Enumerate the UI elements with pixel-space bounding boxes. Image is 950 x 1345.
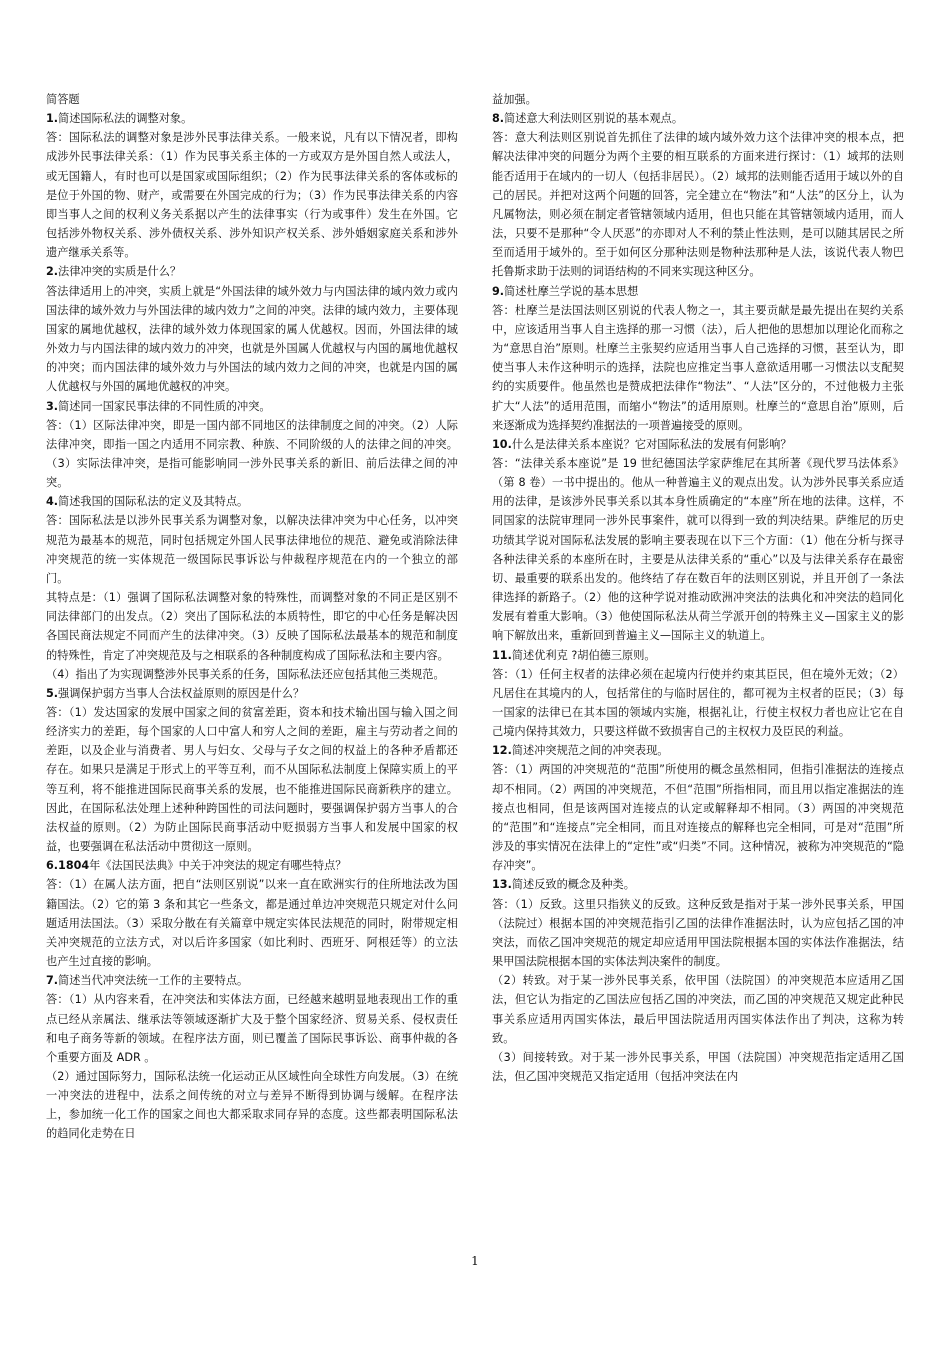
answer-3: 答：（1）区际法律冲突，即是一国内部不同地区的法律制度之间的冲突。（2）人际法律冲突，即指一国之内适用不同宗教、种族、不同阶级的人的法律之间的冲突。（3）实际法律冲突，是指可能影响同一涉外民事关系的新旧、前后法律之间的冲突。 <box>46 418 458 490</box>
question-3-title: 3.简述同一国家民事法律的不同性质的冲突。 <box>46 399 271 413</box>
question-10-title: 10.什么是法律关系本座说？它对国际私法的发展有何影响？ <box>492 437 792 451</box>
answer-11: 答：（1）任何主权者的法律必须在起境内行使并约束其臣民，但在境外无效；（2）凡居住在其境内的人，包括常住的与临时居住的，都可视为主权者的臣民；（3）每一国家的法律已在其本国的领域内实施，根据礼让，行使主权权力者也应让它在自己境内保持其效力，只要这样做不致损害自己的主权权力及臣民的利益。 <box>492 667 904 739</box>
section-heading: 简答题 <box>46 93 80 106</box>
answer-7-part-2: （2）通过国际努力，国际私法统一化运动正从区域性向全球性方向发展。（3）在统一冲突法的进程中，法系之间传统的对立与差异不断得到协调与缓解。在程序法上，参加统一化工作的国家之间也大都采取求同存异的态度。这些都表明国际私法的趋同化走势在日 <box>46 1069 458 1141</box>
question-4-title: 4.简述我国的国际私法的定义及其特点。 <box>46 495 249 509</box>
answer-4-part-2: 其特点是：（1）强调了国际私法调整对象的特殊性，而调整对象的不同正是区别不同法律部门的出发点。（2）突出了国际私法的本质特性，即它的中心任务是解决因各国民商法规定不同而产生的法律冲突。（3）反映了国际私法最基本的规范和制度的特殊性，肯定了冲突规范及与之相联系的各种制度构成了国际私法和主要内容。 <box>46 591 458 662</box>
answer-13-part-2: （2）转致。对于某一涉外民事关系，依甲国（法院国）的冲突规范本应适用乙国法，但它认为指定的乙国法应包括乙国的冲突法，而乙国的冲突规范又规定此种民事关系应适用丙国实体法，最后甲国法院适用丙国实体法作出了判决，这称为转致。 <box>492 974 904 1045</box>
answer-2: 答法律适用上的冲突，实质上就是“外国法律的域外效力与内国法律的域内效力或内国法律的域外效力与外国法律的域内效力”之间的冲突。法律的域内效力，主要体现国家的属地优越权，法律的域外效力体现国家的属人优越权。因而，外国法律的域外效力与内国法律的域内效力的冲突，也就是外国属人优越权与内国的属地优越权的冲突；而内国法律的域外效力与外国法的域内效力之间的冲突，也就是内国的属人优越权与外国的属地优越权的冲突。 <box>46 284 458 394</box>
question-8-title: 8.简述意大利法则区别说的基本观点。 <box>492 112 684 126</box>
question-7-title: 7.简述当代冲突法统一工作的主要特点。 <box>46 974 249 988</box>
answer-4-part-3: （4）指出了为实现调整涉外民事关系的任务，国际私法还应包括其他三类规范。 <box>46 667 445 681</box>
question-9-title: 9.简述杜摩兰学说的基本思想 <box>492 284 639 298</box>
answer-7-part-1: 答：（1）从内容来看，在冲突法和实体法方面，已经越来越明显地表现出工作的重点已经从亲属法、继承法等领域逐渐扩大及于整个国家经济、贸易关系、侵权责任和电子商务等新的领域。在程序法方面，则已覆盖了国际民事诉讼、商事仲裁的各个重要方面及 ADR 。 <box>46 993 458 1064</box>
answer-5: 答：（1）发达国家的发展中国家之间的贫富差距，资本和技术输出国与输入国之间经济实力的差距，每个国家的人口中富人和穷人之间的差距，雇主与劳动者之间的差距，以及企业与消费者、男人与妇女、父母与子女之间的权益上的各种矛盾都还存在。如果只是满足于形式上的平等互利，而不从国际私法制度上保障实质上的平等互利，将不能推进国际民商事关系的发展，也不能推进国际民商新秩序的建立。因此，在国际私法处理上述种种跨国性的司法问题时，要强调保护弱方当事人的合法权益的原则。（2）为防止国际民商事活动中贬损弱方当事人和发展中国家的权益，也要强调在私法活动中贯彻这一原则。 <box>46 706 458 854</box>
question-11-title: 11.简述优利克 ?胡伯德三原则。 <box>492 648 656 662</box>
question-2-title: 2.法律冲突的实质是什么？ <box>46 265 182 279</box>
answer-13-part-1: 答：（1）反致。这里只指狭义的反致。这种反致是指对于某一涉外民事关系，甲国（法院过）根据本国的冲突规范指引乙国的法律作准据法时，认为应包括乙国的冲突法，而依乙国冲突规范的规定却应适用甲国法院根据本国的实体法作准据法，结果甲国法院根据本国的实体法判决案件的制度。 <box>492 897 904 969</box>
question-13-title: 13.简述反致的概念及种类。 <box>492 878 635 892</box>
question-1-title: 1.简述国际私法的调整对象。 <box>46 112 193 126</box>
answer-7-continued: 益加强。 <box>492 93 537 106</box>
question-6-title: 6.1804年《法国民法典》中关于冲突法的规定有哪些特点？ <box>46 859 347 873</box>
page-number: 1 <box>471 1254 479 1268</box>
question-5-title: 5.强调保护弱方当事人合法权益原则的原因是什么？ <box>46 686 305 700</box>
answer-4-part-1: 答：国际私法是以涉外民事关系为调整对象，以解决法律冲突为中心任务，以冲突规范为最基本的规范，同时包括规定外国人民事法律地位的规范、避免或消除法律冲突规范的统一实体规范一级国际民事诉讼与仲裁程序规范在内的一个独立的部门。 <box>46 514 458 585</box>
answer-8: 答：意大利法则区别说首先抓住了法律的域内域外效力这个法律冲突的根本点，把解决法律冲突的问题分为两个主要的相互联系的方面来进行探讨：（1）域邦的法则能否适用于在域内的一切人（包括非居民）。（2）域邦的法则能否适用于域以外的自己的居民。并把对这两个问题的回答，完全建立在“物法”和“人法”的区分上，认为凡属物法，则必须在制定者管辖领域内适用，但也只能在其管辖领域内适用，而人法，只要不是那种“令人厌恶”的亦即对人不利的禁止性法则，是可以随其居民之所至而适用于域外的。至于如何区分那种法则是物种法那种是人法，该说代表人物巴托鲁斯求助于法则的词语结构的不同来实现这种区分。 <box>492 131 904 279</box>
answer-1: 答：国际私法的调整对象是涉外民事法律关系。一般来说，凡有以下情况者，即构成涉外民事法律关系：（1）作为民事关系主体的一方或双方是外国自然人或法人，或无国籍人，有时也可以是国家或国际组织；（2）作为民事法律关系的客体或标的是位于外国的物、财产，或需要在外国完成的行为；（3）作为民事法律关系的内容即当事人之间的权利义务关系据以产生的法律事实（行为或事件）发生在外国。它包括涉外物权关系、涉外债权关系、涉外知识产权关系、涉外婚姻家庭关系和涉外遗产继承关系等。 <box>46 131 458 260</box>
answer-6: 答：（1）在属人法方面，把自“法则区别说”以来一直在欧洲实行的住所地法改为国籍国法。（2）它的第 3 条和其它一些条文，都是通过单边冲突规范只规定对什么问题适用法国法。（3）采取分散在有关篇章中规定实体民法规范的同时，附带规定相关冲突规范的立法方式，对以后许多国家（如比利时、西班牙、阿根廷等）的立法也产生过直接的影响。 <box>46 878 458 969</box>
right-column <box>492 90 904 1086</box>
answer-9: 答：杜摩兰是法国法则区别说的代表人物之一，其主要贡献是最先提出在契约关系中，应该适用当事人自主选择的那一习惯（法），后人把他的思想加以理论化而称之为“意思自治”原则。杜摩兰主张契约应适用当事人自己选择的习惯，甚至认为，即使当事人未作这种明示的选择，法院也应推定当事人意欲适用哪一习惯法以支配契约的实质要件。他虽然也是赞成把法律作“物法”、“人法”区分的，不过他极力主张扩大“人法”的适用范围，而缩小“物法”的适用原则。杜摩兰的“意思自治”原则，后来逐渐成为选择契约准据法的一项普遍接受的原则。 <box>492 303 904 432</box>
answer-10: 答：“法律关系本座说”是 19 世纪德国法学家萨维尼在其所著《现代罗马法体系》（第 8 卷）一书中提出的。他从一种普遍主义的观点出发。认为涉外民事关系应适用的法律，是该涉外民事关系以其本身性质确定的“本座”所在地的法律。这样，不同国家的法院审理同一涉外民事案件，就可以得到一致的判决结果。萨维尼的历史功绩其学说对国际私法发展的影响主要表现在以下三个方面：（1）他在分析与探寻各种法律关系的本座所在时，主要是从法律关系的“重心”以及与法律关系存在最密切、最重要的联系出发的。他终结了存在数百年的法则区别说，并且开创了一条法律选择的新路子。（2）他的这种学说对推动欧洲冲突法的法典化和冲突法的趋同化发展有着重大影响。（3）他使国际私法从荷兰学派开创的特殊主义—国家主义的影响下解放出来，重新回到普遍主义—国际主义的轨道上。 <box>492 456 904 643</box>
left-column <box>46 90 458 1144</box>
answer-12: 答：（1）两国的冲突规范的“范围”所使用的概念虽然相同，但指引准据法的连接点却不相同。（2）两国的冲突规范，不但“范围”所指相同，而且用以指定准据法的连接点也相同，但是该两国对连接点的认定或解释却不相同。（3）两国的冲突规范的“范围”和“连接点”完全相同，而且对连接点的解释也完全相同，可是对“范围”所涉及的事实情况在法律上的“定性”或“归类”不同。这种情况，被称为冲突规范的“隐存冲突”。 <box>492 763 904 873</box>
question-12-title: 12.简述冲突规范之间的冲突表现。 <box>492 744 669 758</box>
answer-13-part-3: （3）间接转致。对于某一涉外民事关系，甲国（法院国）冲突规范指定适用乙国法，但乙国冲突规范又指定适用（包括冲突法在内 <box>492 1050 904 1083</box>
